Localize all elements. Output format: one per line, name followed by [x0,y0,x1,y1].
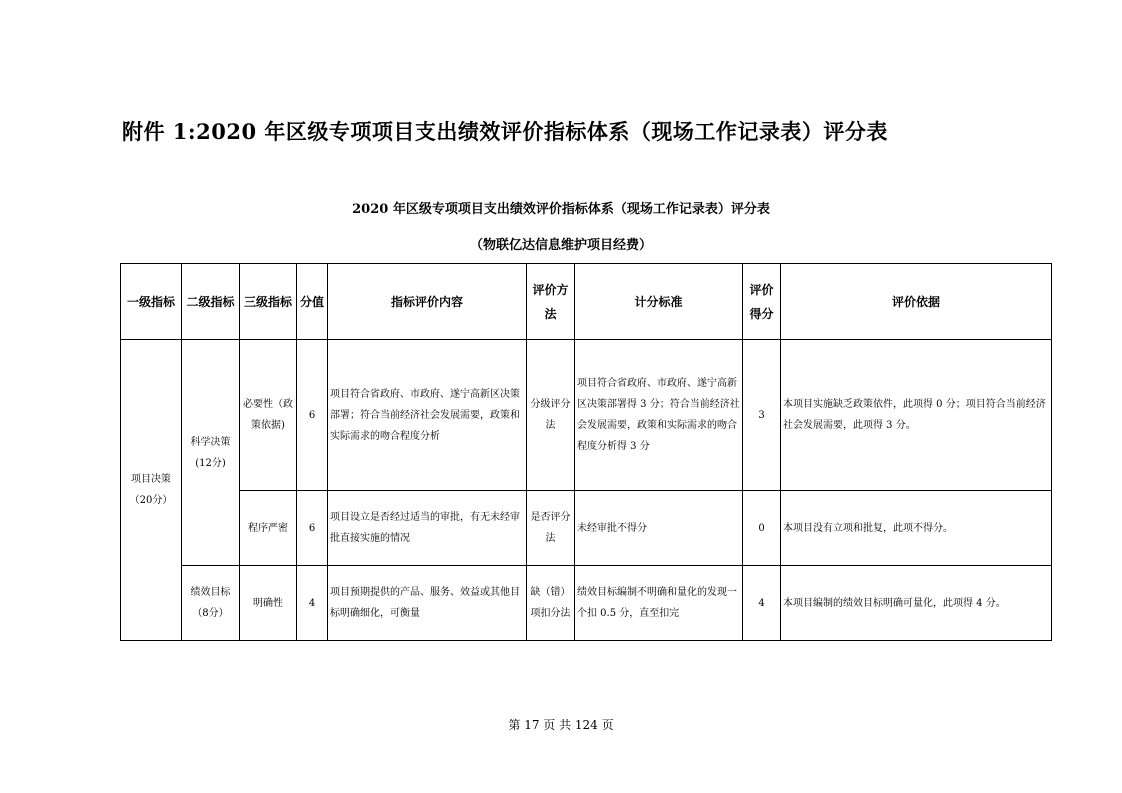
cell-level3: 程序严密 [240,491,297,566]
col-header-basis: 评价依据 [781,264,1052,340]
cell-standard: 未经审批不得分 [575,491,743,566]
scoring-table [120,263,1052,641]
table-row [121,340,1052,491]
col-header-content: 指标评价内容 [328,264,527,340]
col-header-method: 评价方法 [527,264,575,340]
table-row [121,566,1052,641]
cell-content: 项目符合省政府、市政府、遂宁高新区决策部署；符合当前经济社会发展需要，政策和实际需求的吻合程度分析 [328,340,527,491]
cell-method: 是否评分法 [527,491,575,566]
cell-got-score: 0 [743,491,781,566]
document-heading: 附件 1:2020 年区级专项项目支出绩效评价指标体系（现场工作记录表）评分表 [122,119,888,144]
cell-level2: 科学决策(12分) [182,340,240,566]
cell-level1: 项目决策（20分） [121,340,182,641]
page-number-footer: 第 17 页 共 124 页 [508,718,614,732]
table-row [121,491,1052,566]
cell-content: 项目设立是否经过适当的审批，有无未经审批直接实施的情况 [328,491,527,566]
cell-standard: 项目符合省政府、市政府、遂宁高新区决策部署得 3 分；符合当前经济社会发展需要，政策和实际需求的吻合程度分析得 3 分 [575,340,743,491]
col-header-got: 评价得分 [743,264,781,340]
cell-score: 6 [297,340,328,491]
cell-basis: 本项目没有立项和批复，此项不得分。 [781,491,1052,566]
table-title: 2020 年区级专项项目支出绩效评价指标体系（现场工作记录表）评分表 [352,202,770,217]
col-header-standard: 计分标准 [575,264,743,340]
col-header-score: 分值 [297,264,328,340]
cell-score: 6 [297,491,328,566]
cell-level3: 必要性（政策依据) [240,340,297,491]
cell-content: 项目预期提供的产品、服务、效益或其他目标明确细化，可衡量 [328,566,527,641]
table-subtitle: （物联亿达信息维护项目经费） [469,238,652,253]
cell-method: 分级评分法 [527,340,575,491]
cell-got-score: 4 [743,566,781,641]
cell-method: 缺（错）项扣分法 [527,566,575,641]
cell-got-score: 3 [743,340,781,491]
col-header-level3: 三级指标 [240,264,297,340]
col-header-level1: 一级指标 [121,264,182,340]
cell-basis: 本项目实施缺乏政策依件，此项得 0 分；项目符合当前经济社会发展需要，此项得 3 分。 [781,340,1052,491]
col-header-level2: 二级指标 [182,264,240,340]
cell-standard: 绩效目标编制不明确和量化的发现一个扣 0.5 分，直至扣完 [575,566,743,641]
cell-score: 4 [297,566,328,641]
cell-basis: 本项目编制的绩效目标明确可量化，此项得 4 分。 [781,566,1052,641]
cell-level3: 明确性 [240,566,297,641]
table-header-row [121,264,1052,340]
cell-level2: 绩效目标（8分） [182,566,240,641]
